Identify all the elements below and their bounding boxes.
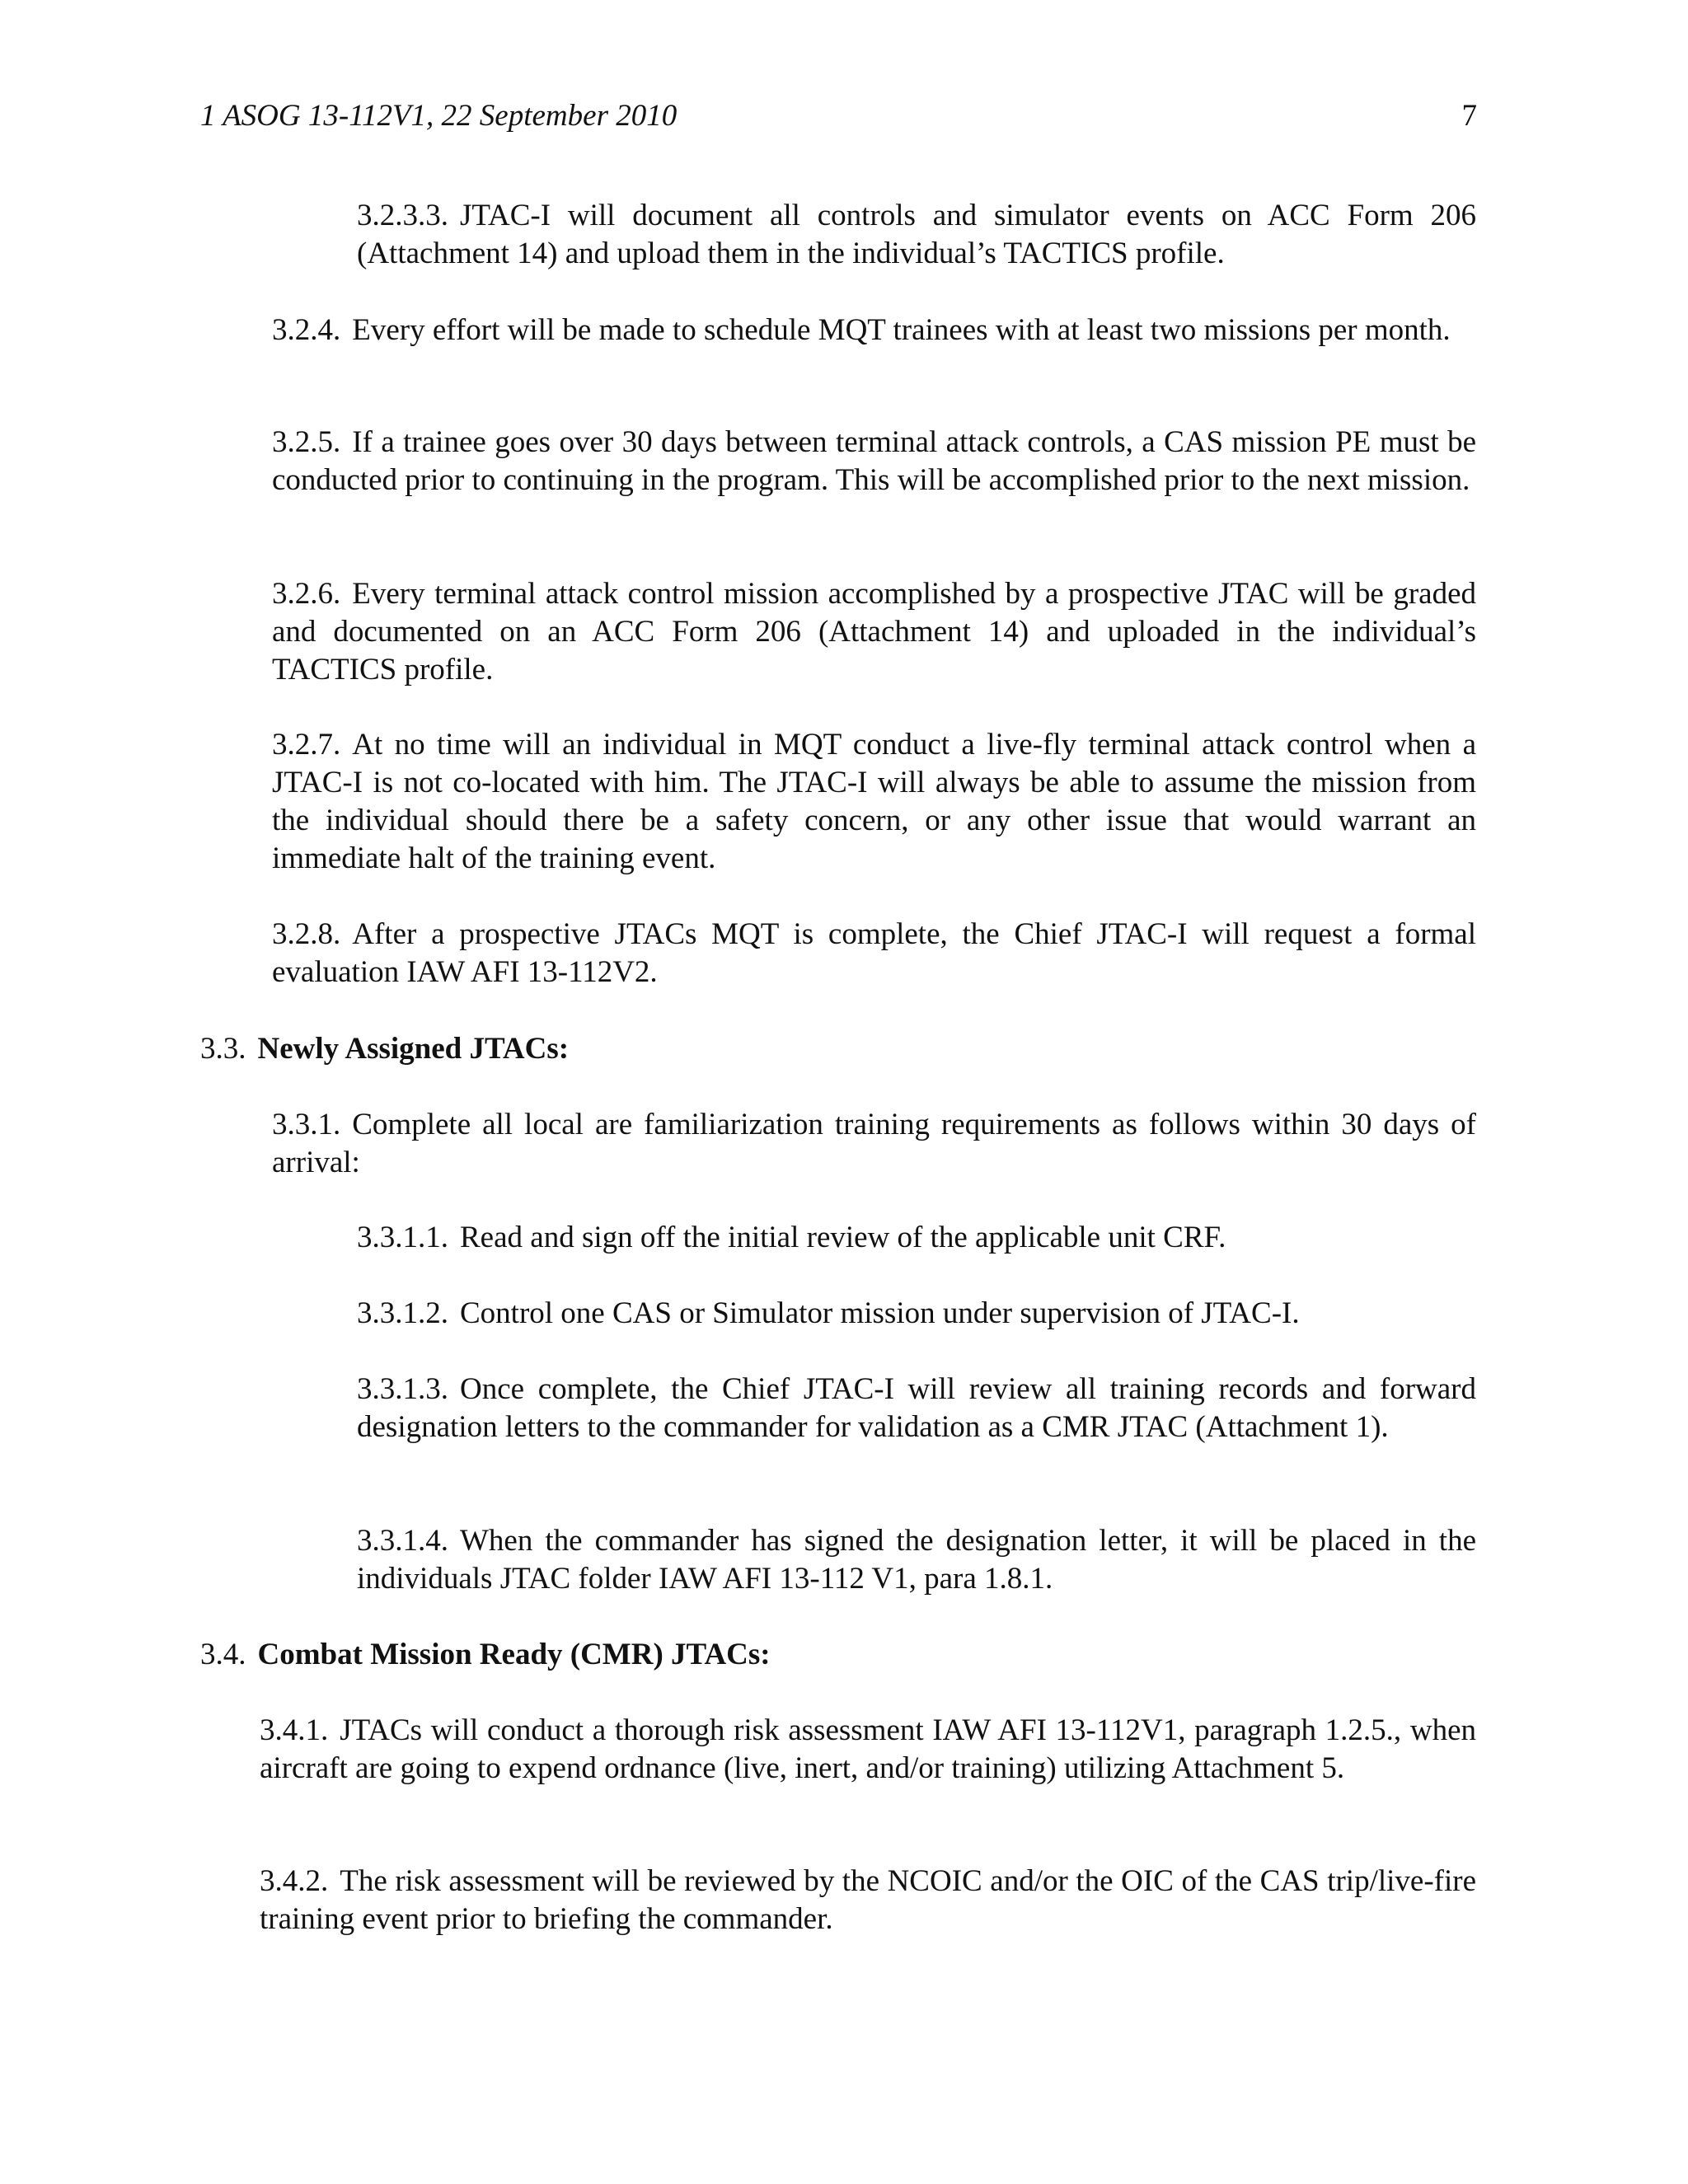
paragraph-3-2-7 [272,726,1476,878]
paragraph-text: After a prospective JTACs MQT is complete, the Chief JTAC-I will request a formal evaluation IAW AFI 13-112V2. [272,917,1476,989]
paragraph-3-4-1 [260,1712,1476,1788]
paragraph-3-2-4 [272,312,1476,349]
paragraph-number: 3.4.1. [260,1713,329,1747]
paragraph-3-3-1-4 [357,1522,1476,1598]
section-heading-3-3 [200,1030,569,1068]
paragraph-3-2-8 [272,916,1476,991]
paragraph-text: When the commander has signed the designation letter, it will be placed in the individuals JTAC folder IAW AFI 13-112 V1, para 1.8.1. [357,1524,1476,1596]
paragraph-text: JTACs will conduct a thorough risk assessment IAW AFI 13-112V1, paragraph 1.2.5., when aircraft are going to expend ordnance (live, inert, and/or training) utilizing Attachment 5. [260,1713,1476,1785]
paragraph-number: 3.4.2. [260,1864,329,1898]
running-header: 1 ASOG 13-112V1, 22 September 2010 [200,99,678,133]
paragraph-number: 3.2.7. [272,728,341,762]
paragraph-number: 3.3.1.2. [357,1296,448,1330]
paragraph-3-3-1-3 [357,1371,1476,1446]
paragraph-text: Read and sign off the initial review of the applicable unit CRF. [460,1221,1226,1254]
paragraph-3-4-2 [260,1863,1476,1938]
paragraph-text: Every terminal attack control mission accomplished by a prospective JTAC will be graded and documented on an ACC Form 206 (Attachment 14) and uploaded in the individual’s TACTICS profile. [272,577,1476,687]
paragraph-text: JTAC-I will document all controls and simulator events on ACC Form 206 (Attachment 14) and upload them in the individual’s TACTICS profile. [357,199,1476,270]
page-number: 7 [1461,99,1477,133]
paragraph-3-3-1-2 [357,1295,1476,1333]
section-title: Combat Mission Ready (CMR) JTACs: [257,1638,771,1671]
section-title: Newly Assigned JTACs: [257,1032,570,1066]
paragraph-number: 3.2.4. [272,313,341,347]
section-number: 3.4. [200,1638,246,1671]
paragraph-number: 3.2.5. [272,425,341,459]
paragraph-text: Every effort will be made to schedule MQT trainees with at least two missions per month. [352,313,1451,347]
paragraph-number: 3.3.1.3. [357,1372,448,1406]
paragraph-text: Once complete, the Chief JTAC-I will review all training records and forward designation letters to the commander for validation as a CMR JTAC (Attachment 1). [357,1372,1476,1444]
paragraph-3-2-5 [272,424,1476,499]
paragraph-number: 3.2.3.3. [357,199,448,232]
paragraph-3-3-1 [272,1106,1476,1182]
paragraph-text: Control one CAS or Simulator mission under supervision of JTAC-I. [460,1296,1300,1330]
paragraph-number: 3.3.1. [272,1108,341,1141]
paragraph-3-3-1-1 [357,1219,1476,1257]
paragraph-text: The risk assessment will be reviewed by the NCOIC and/or the OIC of the CAS trip/live-fire training event prior to briefing the commander. [260,1864,1476,1936]
paragraph-text: If a trainee goes over 30 days between terminal attack controls, a CAS mission PE must be conducted prior to continuing in the program. This will be accomplished prior to the next mission. [272,425,1476,497]
section-number: 3.3. [200,1032,246,1066]
paragraph-number: 3.2.8. [272,917,341,951]
paragraph-number: 3.3.1.4. [357,1524,448,1558]
paragraph-number: 3.2.6. [272,577,341,611]
paragraph-3-2-6 [272,575,1476,689]
section-heading-3-4 [200,1636,771,1674]
paragraph-text: At no time will an individual in MQT conduct a live-fly terminal attack control when a JTAC-I is not co-located with him. The JTAC-I will always be able to assume the mission from the individual should there be a safety concern, or any other issue that would warrant an immediate halt of the training event. [272,728,1476,875]
paragraph-text: Complete all local are familiarization training requirements as follows within 30 days of arrival: [272,1108,1476,1179]
paragraph-3-2-3-3 [357,197,1476,273]
paragraph-number: 3.3.1.1. [357,1221,448,1254]
